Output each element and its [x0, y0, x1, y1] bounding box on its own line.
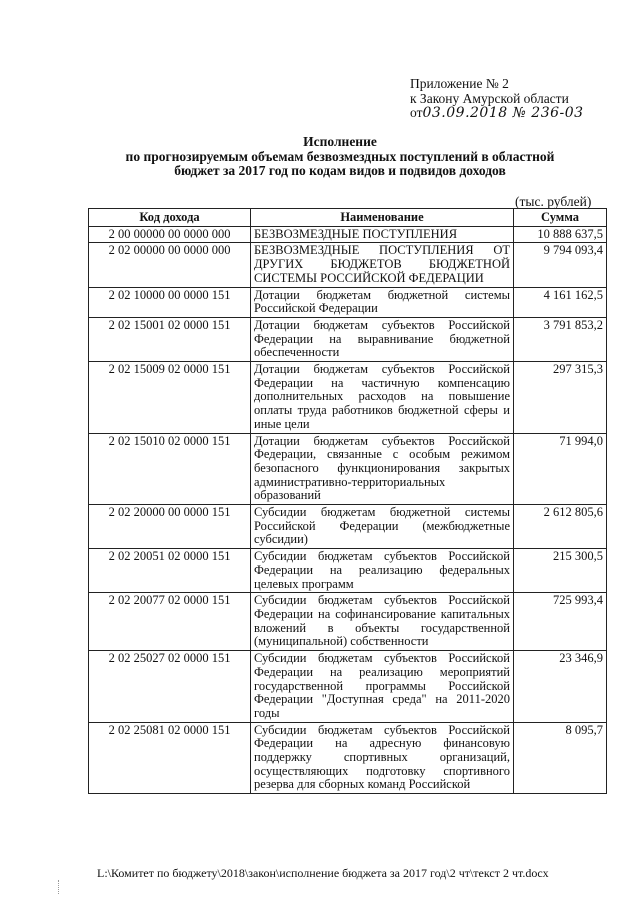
cell-sum: 725 993,4	[514, 593, 607, 651]
table-row	[89, 317, 607, 361]
title-line-2: по прогнозируемым объемам безвозмездных поступлений в областной	[125, 148, 555, 164]
appendix-number: Приложение № 2	[410, 76, 509, 91]
cell-code: 2 02 20077 02 0000 151	[89, 593, 251, 651]
header-sum: Сумма	[514, 209, 607, 227]
handwritten-date-number: 03.09.2018 № 236-03	[422, 105, 584, 121]
table-row	[89, 226, 607, 243]
cell-name: Субсидии бюджетам субъектов Российской Федерации на софинансирование капитальных вложений в объекты государственной (муниципальной) собственности	[251, 593, 514, 651]
table-row	[89, 593, 607, 651]
table-row	[89, 287, 607, 317]
cell-name: Дотации бюджетам субъектов Российской Федерации, связанные с особым режимом безопасного функционирования закрытых административно-территориальных образований	[251, 433, 514, 505]
cell-code: 2 02 00000 00 0000 000	[89, 243, 251, 287]
cell-code: 2 02 25081 02 0000 151	[89, 722, 251, 794]
table-header-row	[89, 209, 607, 227]
file-path-footer: L:\Комитет по бюджету\2018\закон\исполнение бюджета за 2017 год\2 чт\текст 2 чт.docx	[97, 866, 549, 880]
title-line-1: Исполнение	[303, 134, 377, 149]
cell-code: 2 02 15001 02 0000 151	[89, 317, 251, 361]
table-body	[89, 226, 607, 793]
cell-code: 2 00 00000 00 0000 000	[89, 226, 251, 243]
cell-code: 2 02 15010 02 0000 151	[89, 433, 251, 505]
date-prefix: от	[410, 105, 423, 120]
cell-name: Субсидии бюджетам субъектов Российской Федерации на реализацию федеральных целевых программ	[251, 549, 514, 593]
cell-name: БЕЗВОЗМЕЗДНЫЕ ПОСТУПЛЕНИЯ	[251, 226, 514, 243]
appendix-block	[410, 77, 584, 121]
cell-sum: 3 791 853,2	[514, 317, 607, 361]
cell-sum: 23 346,9	[514, 651, 607, 723]
header-code: Код дохода	[89, 209, 251, 227]
table-row	[89, 362, 607, 434]
cell-code: 2 02 10000 00 0000 151	[89, 287, 251, 317]
table-row	[89, 243, 607, 287]
cell-sum: 297 315,3	[514, 362, 607, 434]
cell-code: 2 02 25027 02 0000 151	[89, 651, 251, 723]
cell-name: Дотации бюджетам субъектов Российской Федерации на частичную компенсацию дополнительных расходов на повышение оплаты труда работников бюджетной сферы и иные цели	[251, 362, 514, 434]
cell-sum: 10 888 637,5	[514, 226, 607, 243]
cell-code: 2 02 15009 02 0000 151	[89, 362, 251, 434]
unit-label: (тыс. рублей)	[515, 194, 592, 209]
cell-name: БЕЗВОЗМЕЗДНЫЕ ПОСТУПЛЕНИЯ ОТ ДРУГИХ БЮДЖЕТОВ БЮДЖЕТНОЙ СИСТЕМЫ РОССИЙСКОЙ ФЕДЕРАЦИИ	[251, 243, 514, 287]
cell-sum: 9 794 093,4	[514, 243, 607, 287]
appendix-date	[410, 106, 584, 121]
title-line-3: бюджет за 2017 год по кодам видов и подвидов доходов	[174, 163, 506, 178]
header-name: Наименование	[251, 209, 514, 227]
cell-name: Субсидии бюджетам субъектов Российской Федерации на адресную финансовую поддержку спортивных организаций, осуществляющих подготовку спортивного резерва для сборных команд Российской	[251, 722, 514, 794]
margin-mark	[58, 880, 61, 894]
cell-name: Дотации бюджетам бюджетной системы Российской Федерации	[251, 287, 514, 317]
cell-sum: 71 994,0	[514, 433, 607, 505]
table-row	[89, 722, 607, 794]
cell-name: Субсидии бюджетам бюджетной системы Российской Федерации (межбюджетные субсидии)	[251, 505, 514, 549]
cell-sum: 215 300,5	[514, 549, 607, 593]
appendix-law: к Закону Амурской области	[410, 90, 569, 106]
document-title	[95, 135, 585, 179]
cell-sum: 8 095,7	[514, 722, 607, 794]
cell-sum: 4 161 162,5	[514, 287, 607, 317]
cell-code: 2 02 20051 02 0000 151	[89, 549, 251, 593]
table-row	[89, 651, 607, 723]
table-row	[89, 433, 607, 505]
revenue-table	[88, 208, 607, 794]
cell-sum: 2 612 805,6	[514, 505, 607, 549]
cell-name: Дотации бюджетам субъектов Российской Федерации на выравнивание бюджетной обеспеченности	[251, 317, 514, 361]
table-row	[89, 549, 607, 593]
cell-code: 2 02 20000 00 0000 151	[89, 505, 251, 549]
cell-name: Субсидии бюджетам субъектов Российской Федерации на реализацию мероприятий государственной программы Российской Федерации "Доступная среда" на 2011-2020 годы	[251, 651, 514, 723]
table-row	[89, 505, 607, 549]
